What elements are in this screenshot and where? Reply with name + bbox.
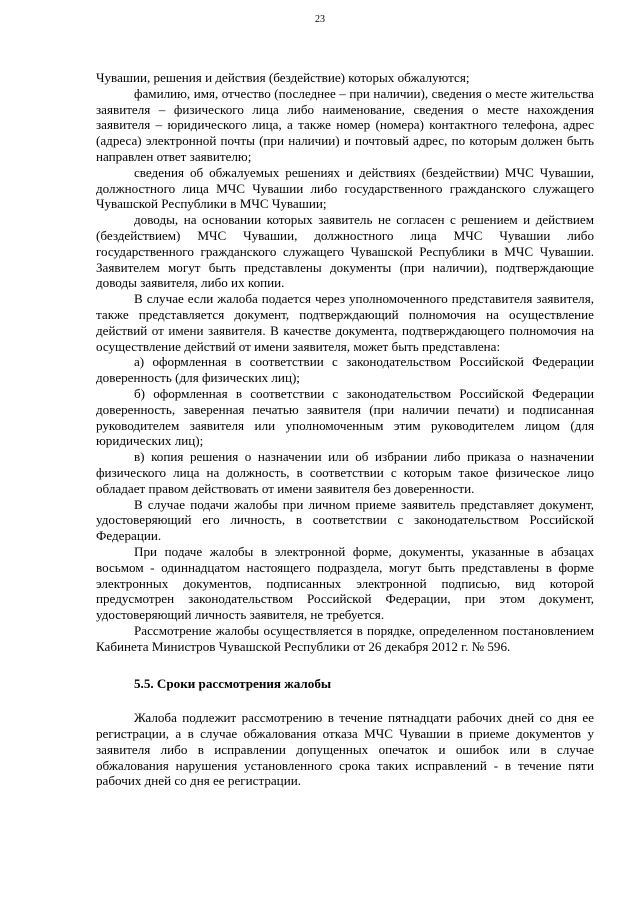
section-heading: 5.5. Сроки рассмотрения жалобы [134,676,332,692]
paragraph-item-c: в) копия решения о назначении или об избрании либо приказа о назначении физического лица на должность, в соответствии с которым такое физическое лицо обладает правом действовать от имени заявителя без доверенности. [96,449,594,496]
paragraph-arguments: доводы, на основании которых заявитель не согласен с решением и действием (бездействием) МЧС Чувашии, должностного лица МЧС Чувашии либо государственного гражданского служащего Чувашской Республики в МЧС Чувашии. Заявителем могут быть представлены документы (при наличии), подтверждающие доводы заявителя, либо их копии. [96,212,594,291]
document-body [96,70,594,789]
paragraph-applicant-details: фамилию, имя, отчество (последнее – при наличии), сведения о месте жительства заявителя – физического лица либо наименование, сведения о месте нахождения заявителя – юридического лица, а также номер (номера) контактного телефона, адрес (адреса) электронной почты (при наличии) и почтовый адрес, по которым должен быть направлен ответ заявителю; [96,85,594,164]
page-number: 23 [315,14,325,25]
paragraph-representative: В случае если жалоба подается через уполномоченного представителя заявителя, также представляется документ, подтверждающий полномочия на осуществление действий от имени заявителя. В качестве документа, подтверждающего полномочия на осуществление действий от имени заявителя, может быть представлена: [96,291,594,354]
paragraph-personal-reception: В случае подачи жалобы при личном приеме заявитель представляет документ, удостоверяющий его личность, в соответствии с законодательством Российской Федерации. [96,496,594,544]
paragraph-item-b: б) оформленная в соответствии с законодательством Российской Федерации доверенность, заверенная печатью заявителя (при наличии печати) и подписанная руководителем заявителя или уполномоченным этим руководителем лицом (для юридических лиц); [96,385,594,449]
paragraph-continuation: Чувашии, решения и действия (бездействие) которых обжалуются; [96,70,470,85]
paragraph-review-terms: Жалоба подлежит рассмотрению в течение пятнадцати рабочих дней со дня ее регистрации, а в случае обжалования отказа МЧС Чувашии в приеме документов у заявителя либо в исправлении допущенных опечаток и ошибок или в случае обжалования нарушения установленного срока таких исправлений - в течение пяти рабочих дней со дня ее регистрации. [96,710,594,789]
paragraph-review-order: Рассмотрение жалобы осуществляется в порядке, определенном постановлением Кабинета Министров Чувашской Республики от 26 декабря 2012 г. № 596. [96,622,594,654]
paragraph-appealed-decisions: сведения об обжалуемых решениях и действиях (бездействии) МЧС Чувашии, должностного лица МЧС Чувашии либо государственного гражданского служащего Чувашской Республики в МЧС Чувашии; [96,164,594,212]
paragraph-item-a: а) оформленная в соответствии с законодательством Российской Федерации доверенность (для физических лиц); [96,354,594,386]
paragraph-electronic-form: При подаче жалобы в электронной форме, документы, указанные в абзацах восьмом - одиннадцатом настоящего подраздела, могут быть представлены в форме электронных документов, подписанных электронной подписью, вид которой предусмотрен законодательством Российской Федерации, при этом документ, удостоверяющий личность заявителя, не требуется. [96,543,594,623]
